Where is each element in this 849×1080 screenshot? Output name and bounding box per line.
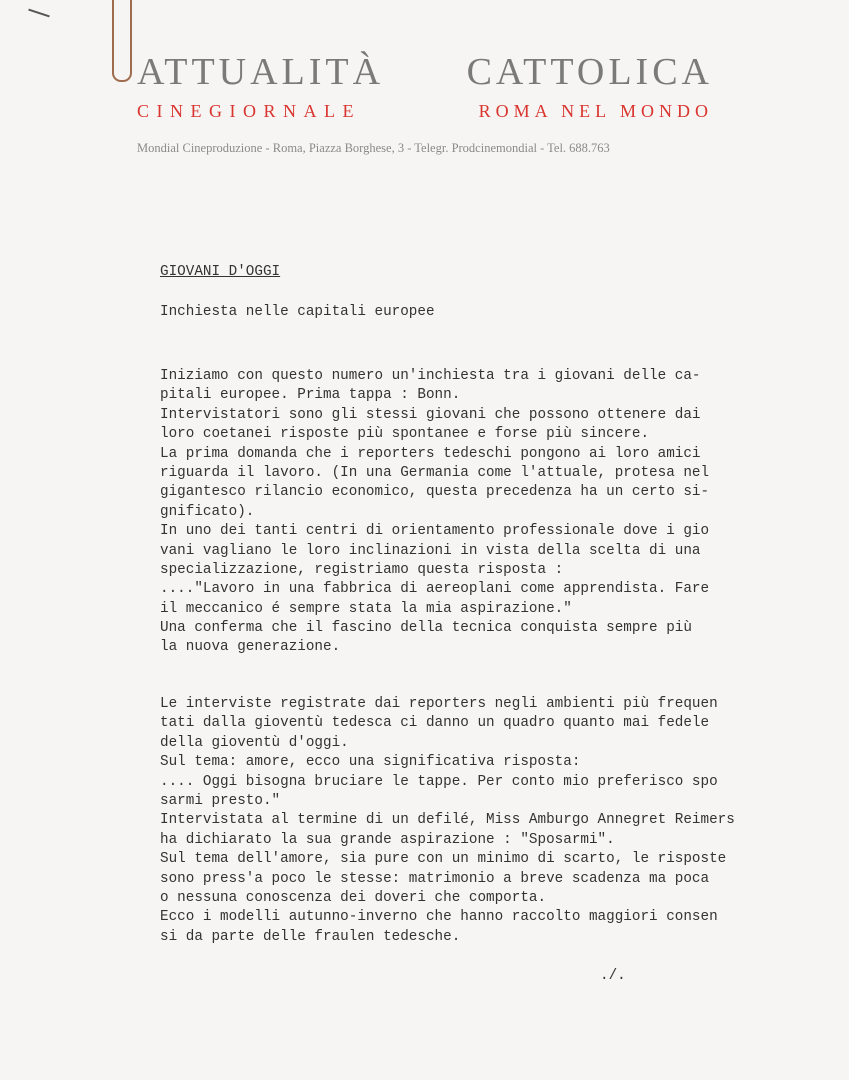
text-line: Sul tema dell'amore, sia pure con un minimo di scarto, le risposte: [160, 851, 727, 868]
text-line: La prima domanda che i reporters tedeschi pongono ai loro amici: [160, 445, 701, 462]
text-line: gnificato).: [160, 503, 255, 520]
letterhead-title: [137, 50, 713, 94]
text-line: Le interviste registrate dai reporters negli ambienti più frequen: [160, 696, 718, 712]
text-line: loro coetanei risposte più spontanee e forse più sincere.: [160, 426, 650, 443]
pen-mark: [28, 9, 50, 18]
text-line: ha dichiarato la sua grande aspirazione : "Sposarmi".: [160, 831, 615, 848]
text-line: ...."Lavoro in una fabbrica di aereoplani come apprendista. Fare: [160, 581, 710, 598]
text-line: vani vagliano le loro inclinazioni in vista della scelta di una: [160, 542, 701, 559]
letterhead-subtitle-left: CINEGIORNALE: [137, 101, 361, 121]
text-line: Iniziamo con questo numero un'inchiesta tra i giovani delle ca-: [160, 368, 701, 384]
text-line: Intervistatori sono gli stessi giovani che possono ottenere dai: [160, 406, 701, 423]
paragraph-2: [160, 695, 735, 947]
letterhead-title-left: ATTUALITÀ: [137, 51, 385, 93]
letterhead-subtitle-right: ROMA NEL MONDO: [478, 101, 713, 121]
text-line: gigantesco rilancio economico, questa precedenza ha un certo si-: [160, 484, 710, 501]
text-line: pitali europee. Prima tappa : Bonn.: [160, 387, 461, 404]
document-subtitle: Inchiesta nelle capitali europee: [160, 304, 435, 320]
document-heading: GIOVANI D'OGGI: [160, 264, 281, 280]
text-line: .... Oggi bisogna bruciare le tappe. Per conto mio preferisco spo: [160, 773, 718, 790]
text-line: Ecco i modelli autunno-inverno che hanno raccolto maggiori consen: [160, 909, 718, 926]
text-line: Intervistata al termine di un defilé, Miss Amburgo Annegret Reimers: [160, 812, 735, 829]
continuation-mark: ./.: [600, 968, 626, 984]
paragraph-1: [160, 367, 709, 658]
text-line: la nuova generazione.: [160, 639, 341, 656]
text-line: il meccanico é sempre stata la mia aspirazione.": [160, 600, 572, 617]
text-line: Una conferma che il fascino della tecnica conquista sempre più: [160, 620, 692, 637]
text-line: specializzazione, registriamo questa risposta :: [160, 561, 564, 578]
text-line: della gioventù d'oggi.: [160, 734, 349, 751]
letterhead-subtitle: [137, 101, 713, 122]
text-line: riguarda il lavoro. (In una Germania come l'attuale, protesa nel: [160, 464, 710, 481]
letterhead-title-right: CATTOLICA: [466, 51, 713, 93]
text-line: Sul tema: amore, ecco una significativa risposta:: [160, 754, 581, 771]
text-line: In uno dei tanti centri di orientamento professionale dove i gio: [160, 523, 710, 540]
text-line: tati dalla gioventù tedesca ci danno un quadro quanto mai fedele: [160, 715, 710, 732]
letterhead-address: Mondial Cineproduzione - Roma, Piazza Borghese, 3 - Telegr. Prodcinemondial - Tel. 688.763: [137, 141, 610, 155]
text-line: si da parte delle fraulen tedesche.: [160, 928, 461, 945]
paperclip-stain: [112, 0, 132, 82]
text-line: sono press'a poco le stesse: matrimonio a breve scadenza ma poca: [160, 870, 710, 887]
text-line: sarmi presto.": [160, 792, 281, 809]
text-line: o nessuna conoscenza dei doveri che comporta.: [160, 889, 547, 906]
